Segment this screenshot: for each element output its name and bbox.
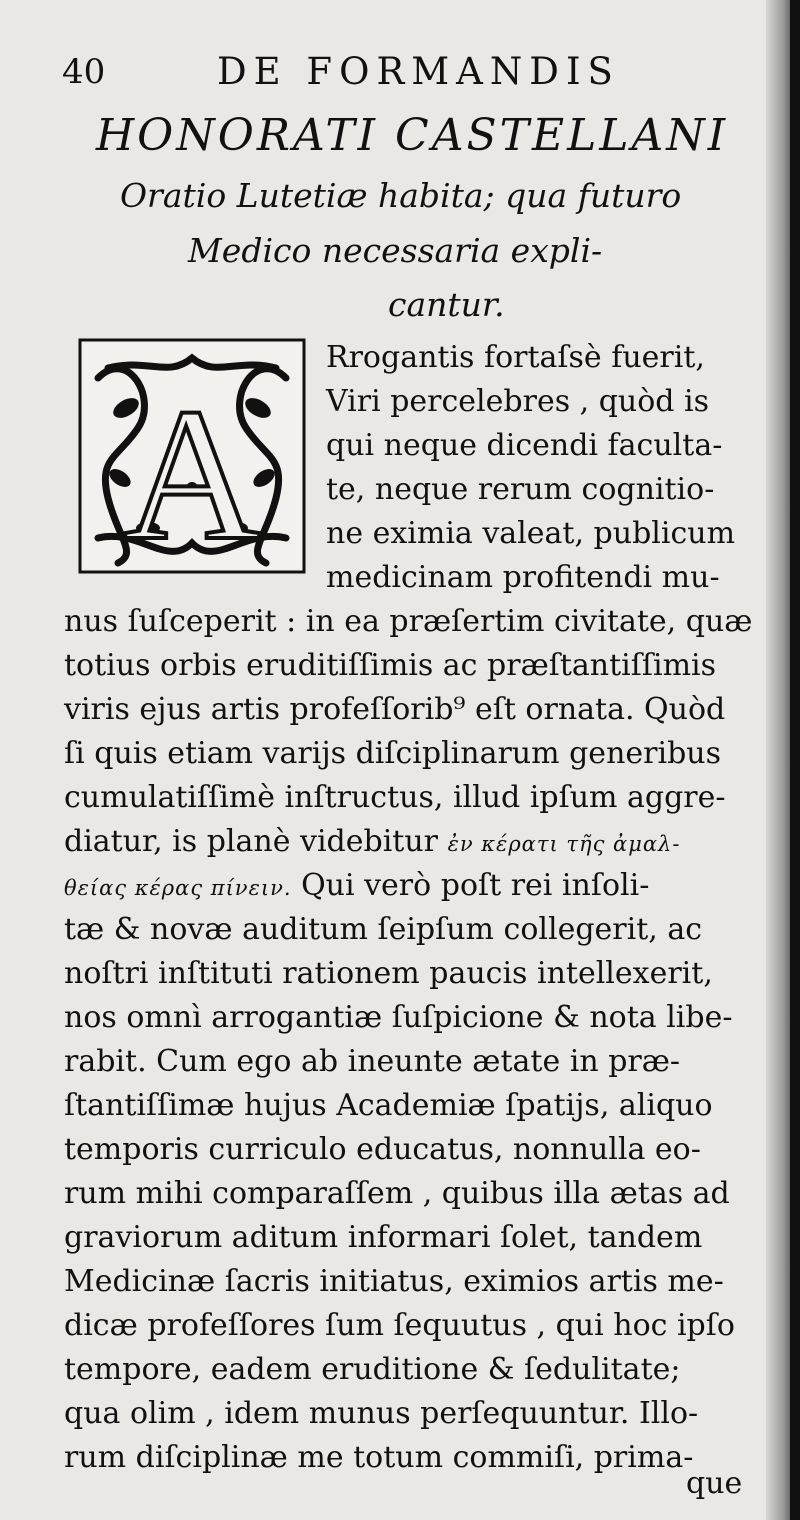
running-title: DE FORMANDIS	[217, 50, 620, 93]
decorated-initial-letter	[78, 338, 306, 574]
catchword: que	[686, 1466, 743, 1501]
text-line: nos omnì arrogantiæ ſuſpicione & nota libe-	[64, 1000, 733, 1035]
text-line: qui neque dicendi faculta-	[326, 428, 723, 463]
text-line: te, neque rerum cognitio-	[326, 472, 715, 507]
greek-phrase: θείας κέρας πίνειν.	[64, 876, 292, 900]
text-line: totius orbis eruditiſſimis ac præſtantiſſimis	[64, 648, 717, 683]
text-line: Rrogantis fortaſsè fuerit,	[326, 340, 705, 375]
text-line	[64, 820, 754, 866]
text-segment: diatur, is planè videbitur	[64, 824, 439, 859]
text-line: nus ſuſceperit : in ea præſertim civitate, quæ	[64, 604, 753, 639]
text-line: ſi quis etiam varijs diſciplinarum generibus	[64, 736, 721, 771]
oration-title-line: cantur.	[388, 285, 505, 324]
text-line: tempore, eadem eruditione & ſedulitate;	[64, 1352, 681, 1387]
text-line: tæ & novæ auditum ſeipſum collegerit, ac	[64, 912, 703, 947]
page-number: 40	[62, 52, 106, 92]
text-line: rum diſciplinæ me totum commiſi, prima-	[64, 1440, 694, 1475]
text-line: graviorum aditum informari ſolet, tandem	[64, 1220, 703, 1255]
text-line: ſtantiſſimæ hujus Academiæ ſpatijs, aliquo	[64, 1088, 713, 1123]
oration-title-line: Oratio Lutetiæ habita; qua futuro	[120, 176, 682, 215]
text-line: ne eximia valeat, publicum	[326, 516, 736, 551]
text-line: Viri percelebres , quòd is	[326, 384, 710, 419]
text-line: qua olim , idem munus perſequuntur. Illo-	[64, 1396, 699, 1431]
text-line: rum mihi comparaſſem , quibus illa ætas ad	[64, 1176, 730, 1211]
text-line	[64, 864, 754, 910]
text-line: temporis curriculo educatus, nonnulla eo-	[64, 1132, 701, 1167]
text-line: Medicinæ ſacris initiatus, eximios artis me-	[64, 1264, 724, 1299]
text-segment: Qui verò poſt rei inſoli-	[301, 868, 650, 903]
text-line: cumulatiſſimè inſtructus, illud ipſum aggre-	[64, 780, 726, 815]
text-line: rabit. Cum ego ab ineunte ætate in præ-	[64, 1044, 681, 1079]
page-edge-dark	[790, 0, 800, 1520]
initial-letter-glyph: A	[123, 370, 261, 574]
oration-title-line: Medico necessaria expli-	[188, 231, 603, 270]
text-line: medicinam profitendi mu-	[326, 560, 720, 595]
author-heading: HONORATI CASTELLANI	[95, 110, 729, 161]
text-line: dicæ profeſſores ſum ſequutus , qui hoc ipſo	[64, 1308, 735, 1343]
text-line: viris ejus artis profeſſorib⁹ eſt ornata. Quòd	[64, 692, 726, 727]
greek-phrase: ἐν κέρατι τῆς ἀμαλ-	[447, 832, 681, 856]
text-line: noſtri inſtituti rationem paucis intellexerit,	[64, 956, 713, 991]
running-head	[62, 50, 752, 94]
